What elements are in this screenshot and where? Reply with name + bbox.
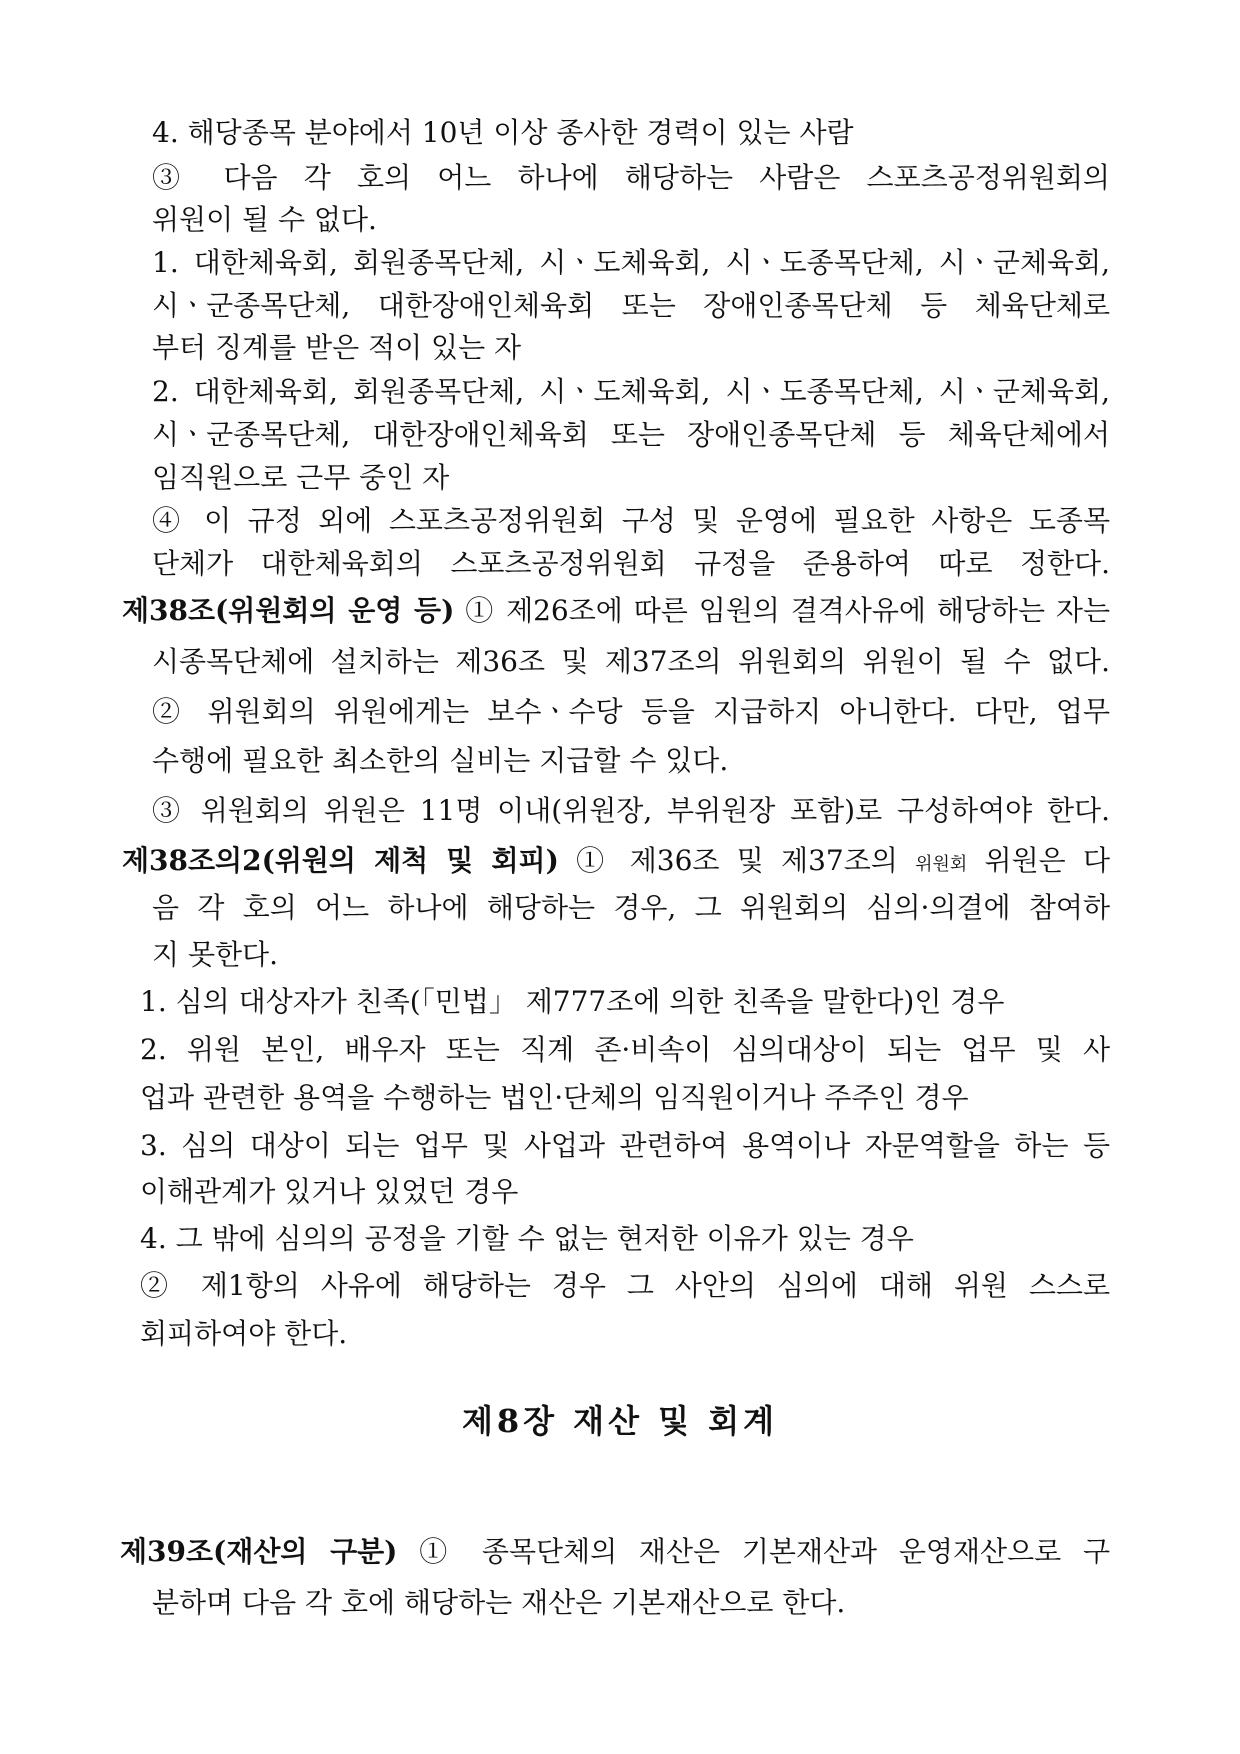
text-line: 1. 심의 대상자가 친족(「민법」 제777조에 의한 친족을 말한다)인 경우 [140, 985, 1005, 1018]
text-line: 시ㆍ군종목단체, 대한장애인체육회 또는 장애인종목단체 등 체육단체로 [152, 289, 1110, 322]
text-line: 수행에 필요한 최소한의 실비는 지급할 수 있다. [152, 744, 729, 777]
text-line: 분하며 다음 각 호에 해당하는 재산은 기본재산으로 한다. [152, 1586, 846, 1619]
text-line: 업과 관련한 용역을 수행하는 법인·단체의 임직원이거나 주주인 경우 [140, 1081, 969, 1114]
text-line: 이해관계가 있거나 있었던 경우 [140, 1175, 519, 1208]
text-line: ② 제1항의 사유에 해당하는 경우 그 사안의 심의에 대해 위원 스스로 [140, 1269, 1110, 1302]
text-line: 4. 그 밖에 심의의 공정을 기할 수 없는 현저한 이유가 있는 경우 [140, 1222, 914, 1255]
text-line: 음 각 호의 어느 하나에 해당하는 경우, 그 위원회의 심의·의결에 참여하 [152, 891, 1110, 924]
article-38-2-text-end: 위원은 다 [967, 844, 1110, 877]
text-line: 2. 위원 본인, 배우자 또는 직계 존·비속이 심의대상이 되는 업무 및 사 [140, 1033, 1110, 1066]
text-line: ③ 다음 각 호의 어느 하나에 해당하는 사람은 스포츠공정위원회의 [152, 161, 1110, 194]
text-line: 3. 심의 대상이 되는 업무 및 사업과 관련하여 용역이나 자문역할을 하는 등 [140, 1129, 1110, 1162]
text-line: 부터 징계를 받은 적이 있는 자 [152, 331, 522, 364]
text-line: 회피하여야 한다. [140, 1317, 348, 1350]
text-line: 위원이 될 수 없다. [152, 203, 377, 236]
text-line: 임직원으로 근무 중인 자 [152, 461, 450, 494]
article-38-2-text: ① 제36조 및 제37조의 [558, 844, 916, 877]
text-line: 1. 대한체육회, 회원종목단체, 시ㆍ도체육회, 시ㆍ도종목단체, 시ㆍ군체육회, [152, 246, 1110, 279]
article-39-line [120, 1534, 1110, 1570]
text-line: ④ 이 규정 외에 스포츠공정위원회 구성 및 운영에 필요한 사항은 도종목 [152, 504, 1110, 537]
text-line: 지 못한다. [152, 938, 278, 971]
text-line: 2. 대한체육회, 회원종목단체, 시ㆍ도체육회, 시ㆍ도종목단체, 시ㆍ군체육회, [152, 375, 1110, 408]
article-39-heading: 제39조(재산의 구분) [120, 1535, 398, 1568]
text-line: ③ 위원회의 위원은 11명 이내(위원장, 부위원장 포함)로 구성하여야 한다. [152, 794, 1110, 827]
text-line: 4. 해당종목 분야에서 10년 이상 종사한 경력이 있는 사람 [152, 116, 854, 149]
text-line: 시종목단체에 설치하는 제36조 및 제37조의 위원회의 위원이 될 수 없다. [152, 645, 1110, 678]
article-38-line [122, 593, 1110, 629]
article-38-text: ① 제26조에 따른 임원의 결격사유에 해당하는 자는 [454, 594, 1110, 627]
article-38-2-heading: 제38조의2(위원의 제척 및 회피) [122, 844, 559, 877]
text-line: ② 위원회의 위원에게는 보수ㆍ수당 등을 지급하지 아니한다. 다만, 업무 [152, 695, 1110, 728]
text-line: 단체가 대한체육회의 스포츠공정위원회 규정을 준용하여 따로 정한다. [152, 547, 1110, 580]
article-38-heading: 제38조(위원회의 운영 등) [122, 594, 455, 627]
text-line: 시ㆍ군종목단체, 대한장애인체육회 또는 장애인종목단체 등 체육단체에서 [152, 418, 1110, 451]
article-38-2-small-text: 위원회 [915, 854, 968, 875]
chapter-heading: 제8장 재산 및 회계 [461, 1402, 779, 1440]
article-38-2-line [122, 843, 1110, 883]
article-39-text: ① 종목단체의 재산은 기본재산과 운영재산으로 구 [397, 1535, 1110, 1568]
